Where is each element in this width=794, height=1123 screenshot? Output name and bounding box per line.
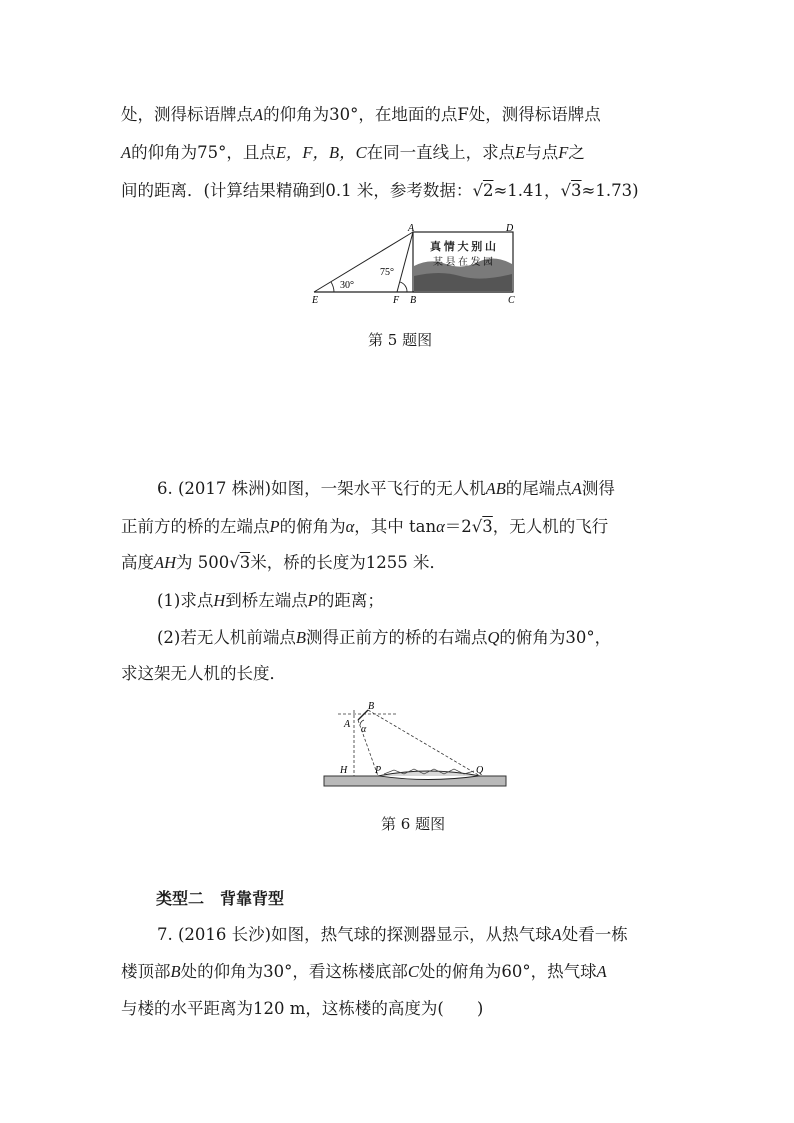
p6-line-3: 高度AH为 500√3米，桥的长度为1255 米． — [121, 553, 447, 572]
label-B: B — [368, 701, 375, 712]
p7-line-1: 7. (2016 长沙)如图，热气球的探测器显示，从热气球A处看一栋 — [157, 925, 628, 944]
figure-5-caption: 第 5 题图 — [368, 331, 433, 349]
line-BQ — [368, 710, 480, 776]
p6-question-2-cont: 求这架无人机的长度． — [121, 664, 286, 683]
drone-AB — [358, 710, 368, 720]
label-alpha: α — [361, 724, 367, 735]
label-A: A — [408, 223, 415, 234]
figure-6 — [318, 700, 514, 792]
label-angle-75: 75° — [380, 267, 394, 278]
angle-arc-75 — [400, 282, 407, 292]
sign-text-1: 真 情 大 别 山 — [430, 241, 496, 253]
p6-line-2: 正前方的桥的左端点P的俯角为α，其中 tanα＝2√3，无人机的飞行 — [121, 517, 609, 536]
p5-line-1: 处，测得标语牌点A的仰角为30°，在地面的点F处，测得标语牌点 — [121, 105, 601, 124]
label-D: D — [506, 223, 514, 234]
angle-arc-30 — [331, 282, 334, 292]
label-angle-30: 30° — [340, 280, 354, 291]
label-C: C — [508, 295, 515, 306]
figure-6-caption: 第 6 题图 — [381, 815, 446, 833]
sign-text-2: 某 县 在 发 园 — [433, 257, 493, 268]
label-Q: Q — [476, 765, 484, 776]
label-E: E — [312, 295, 319, 306]
label-B: B — [410, 295, 417, 306]
label-H: H — [340, 765, 348, 776]
p6-line-1: 6. (2017 株洲)如图，一架水平飞行的无人机AB的尾端点A测得 — [157, 479, 615, 498]
p5-line-3: 间的距离．(计算结果精确到0.1 米，参考数据：√2≈1.41，√3≈1.73) — [121, 181, 639, 200]
p6-question-2: (2)若无人机前端点B测得正前方的桥的右端点Q的俯角为30°， — [157, 628, 612, 647]
line-FA — [397, 232, 413, 292]
p6-question-1: (1)求点H到桥左端点P的距离； — [157, 591, 384, 610]
p5-line-2: A的仰角为75°，且点E，F，B，C在同一直线上，求点E与点F之 — [121, 143, 585, 162]
p7-line-2: 楼顶部B处的仰角为30°，看这栋楼底部C处的俯角为60°，热气球A — [121, 962, 607, 981]
p7-line-3: 与楼的水平距离为120 m，这栋楼的高度为( ) — [121, 999, 484, 1018]
label-P: P — [375, 765, 382, 776]
figure-5 — [300, 220, 530, 308]
line-EA — [314, 232, 413, 292]
section-heading: 类型二 背靠背型 — [156, 889, 285, 908]
label-A: A — [344, 719, 351, 730]
label-F: F — [393, 295, 400, 306]
